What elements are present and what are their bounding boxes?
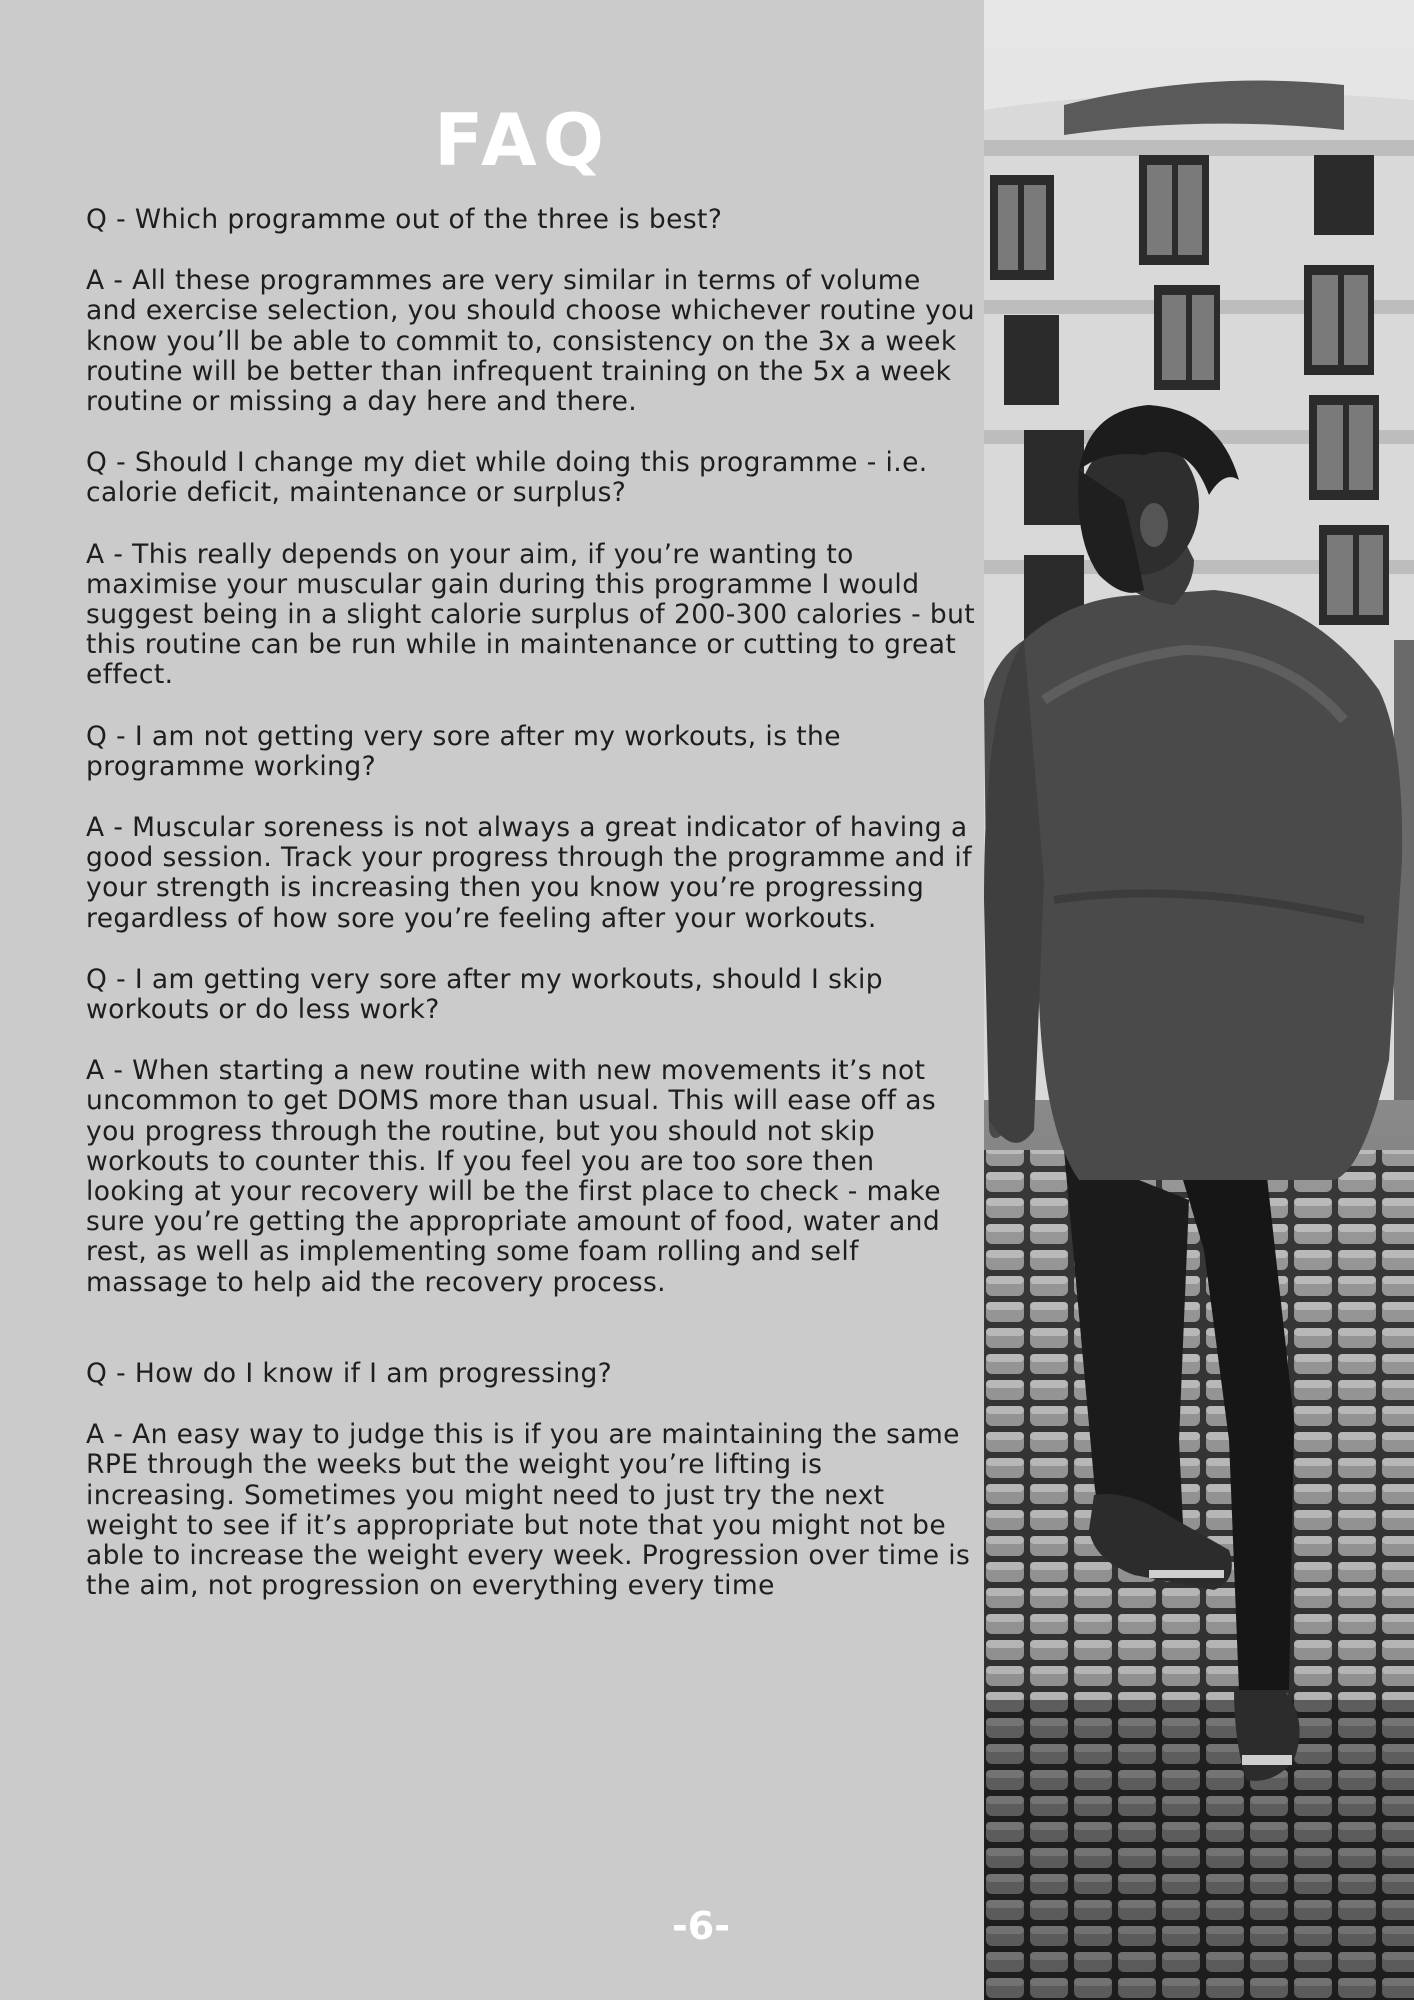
faq-question: Q - Which programme out of the three is best? [86, 204, 723, 235]
man-walking-photo [984, 0, 1414, 2000]
faq-question: Q - I am getting very sore after my workouts, should I skip workouts or do less work? [86, 963, 884, 1026]
faq-question: Q - I am not getting very sore after my workouts, is the programme working? [86, 720, 841, 782]
faq-list [86, 205, 976, 1632]
faq-answer: A - Muscular soreness is not always a great indicator of having a good session. Track your progress through the programme and if your strength is increasing then you know you’re progressing regardless of how sore you’re feeling after your workouts. [86, 812, 972, 934]
faq-answer: A - An easy way to judge this is if you are maintaining the same RPE through the weeks but the weight you’re lifting is increasing. Sometimes you might need to just try the next weight to see if it’s appropriate but note that you might not be able to increase the weight every week. Progression over time is the aim, not progression on everything every time [86, 1419, 971, 1602]
page-title: FAQ [434, 98, 610, 182]
faq-question: Q - How do I know if I am progressing? [86, 1357, 613, 1389]
faq-answer: A - When starting a new routine with new movements it’s not uncommon to get DOMS more than usual. This will ease off as you progress through the routine, but you should not skip workouts to counter this. If you feel you are too sore then looking at your recovery will be the first place to check - make sure you’re getting the appropriate amount of food, water and rest, as well as implementing some foam rolling and self massage to help aid the recovery process. [86, 1055, 941, 1298]
faq-question: Q - Should I change my diet while doing this programme - i.e. calorie deficit, maintenance or surplus? [86, 447, 928, 509]
faq-answer: A - This really depends on your aim, if you’re wanting to maximise your muscular gain during this programme I would suggest being in a slight calorie surplus of 200-300 calories - but this routine can be run while in maintenance or cutting to great effect. [86, 538, 976, 691]
faq-answer: A - All these programmes are very similar in terms of volume and exercise selection, you should choose whichever routine you know you’ll be able to commit to, consistency on the 3x a week routine will be better than infrequent training on the 5x a week routine or missing a day here and there. [86, 265, 975, 418]
page-number: -6- [672, 1904, 730, 1948]
